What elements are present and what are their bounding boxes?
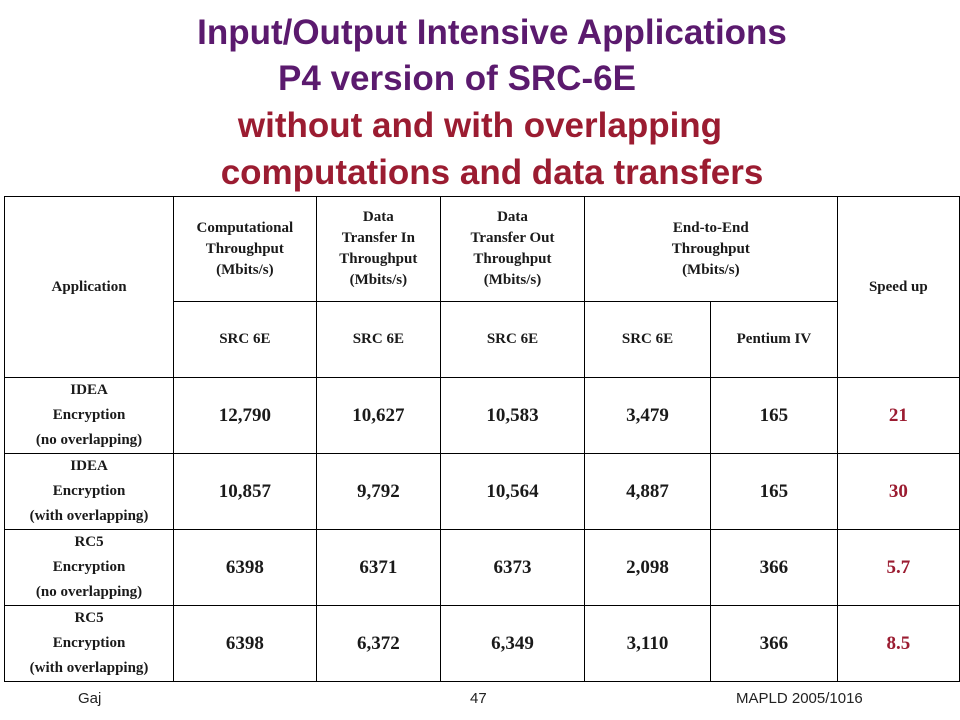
header-application-text: Application xyxy=(51,278,127,295)
application-line: RC5 xyxy=(74,610,104,626)
application-line: IDEA xyxy=(70,382,108,398)
header-transfer-in-line: Transfer In xyxy=(341,230,415,246)
cell-transfer-in: 6,372 xyxy=(316,606,440,682)
subheader-e2e-p4: Pentium IV xyxy=(711,302,838,378)
cell-application xyxy=(5,454,174,530)
footer-author: Gaj xyxy=(78,690,102,707)
header-computational-line: Computational xyxy=(196,219,294,236)
cell-application xyxy=(5,378,174,454)
application-line: Encryption xyxy=(52,407,126,423)
table-row xyxy=(5,378,960,454)
cell-e2e-src: 2,098 xyxy=(584,530,710,606)
cell-e2e-src: 4,887 xyxy=(584,454,710,530)
cell-e2e-src: 3,110 xyxy=(584,606,710,682)
cell-application xyxy=(5,530,174,606)
header-transfer-in-line: Throughput xyxy=(339,251,418,267)
header-speedup xyxy=(837,197,959,378)
footer-page-number: 47 xyxy=(470,690,487,707)
header-transfer-out-line: (Mbits/s) xyxy=(483,272,542,288)
table-row xyxy=(5,606,960,682)
header-speedup-text: Speed up xyxy=(868,278,928,295)
cell-speedup: 5.7 xyxy=(837,530,959,606)
header-computational-line: Throughput xyxy=(205,240,284,257)
application-line: (no overlapping) xyxy=(35,584,143,600)
title-line-4: computations and data transfers xyxy=(220,153,764,192)
cell-e2e-p4: 366 xyxy=(711,606,838,682)
header-transfer-out-line: Transfer Out xyxy=(470,230,555,246)
header-row xyxy=(5,197,960,302)
cell-speedup: 30 xyxy=(837,454,959,530)
cell-transfer-out: 6373 xyxy=(441,530,585,606)
application-line: (with overlapping) xyxy=(29,508,149,524)
header-end-to-end xyxy=(584,197,837,302)
cell-computational: 10,857 xyxy=(174,454,317,530)
application-line: IDEA xyxy=(70,458,108,474)
cell-transfer-out: 10,564 xyxy=(441,454,585,530)
subheader-transfer-out: SRC 6E xyxy=(441,302,585,378)
cell-application xyxy=(5,606,174,682)
application-line: (with overlapping) xyxy=(29,660,149,676)
header-end-to-end-line: Throughput xyxy=(671,240,750,257)
header-transfer-in-line: (Mbits/s) xyxy=(349,272,408,288)
cell-e2e-p4: 165 xyxy=(711,378,838,454)
cell-speedup: 8.5 xyxy=(837,606,959,682)
header-end-to-end-line: (Mbits/s) xyxy=(682,261,740,278)
header-computational-line: (Mbits/s) xyxy=(216,261,274,278)
header-transfer-out-line: Throughput xyxy=(473,251,552,267)
header-transfer-out-line: Data xyxy=(497,209,528,225)
cell-transfer-out: 10,583 xyxy=(441,378,585,454)
cell-computational: 6398 xyxy=(174,530,317,606)
cell-transfer-in: 9,792 xyxy=(316,454,440,530)
cell-transfer-in: 6371 xyxy=(316,530,440,606)
header-transfer-in xyxy=(316,197,440,302)
cell-e2e-p4: 165 xyxy=(711,454,838,530)
throughput-table xyxy=(4,196,960,682)
subheader-transfer-in: SRC 6E xyxy=(316,302,440,378)
cell-computational: 12,790 xyxy=(174,378,317,454)
header-transfer-out xyxy=(441,197,585,302)
header-computational xyxy=(174,197,317,302)
application-line: Encryption xyxy=(52,559,126,575)
cell-e2e-p4: 366 xyxy=(711,530,838,606)
subheader-e2e-src: SRC 6E xyxy=(584,302,710,378)
footer-conference: MAPLD 2005/1016 xyxy=(736,690,863,707)
title-line-3: without and with overlapping xyxy=(237,106,723,145)
header-transfer-in-line: Data xyxy=(362,209,394,225)
table-row xyxy=(5,454,960,530)
cell-speedup: 21 xyxy=(837,378,959,454)
table-row xyxy=(5,530,960,606)
cell-transfer-in: 10,627 xyxy=(316,378,440,454)
header-application xyxy=(5,197,174,378)
cell-transfer-out: 6,349 xyxy=(441,606,585,682)
subheader-computational: SRC 6E xyxy=(174,302,317,378)
title-line-1: Input/Output Intensive Applications xyxy=(197,13,787,52)
cell-computational: 6398 xyxy=(174,606,317,682)
header-end-to-end-line: End-to-End xyxy=(672,219,749,236)
application-line: (no overlapping) xyxy=(35,432,143,448)
application-line: RC5 xyxy=(74,534,104,550)
application-line: Encryption xyxy=(52,635,126,651)
title-line-2: P4 version of SRC-6E xyxy=(278,59,636,98)
application-line: Encryption xyxy=(52,483,126,499)
cell-e2e-src: 3,479 xyxy=(584,378,710,454)
